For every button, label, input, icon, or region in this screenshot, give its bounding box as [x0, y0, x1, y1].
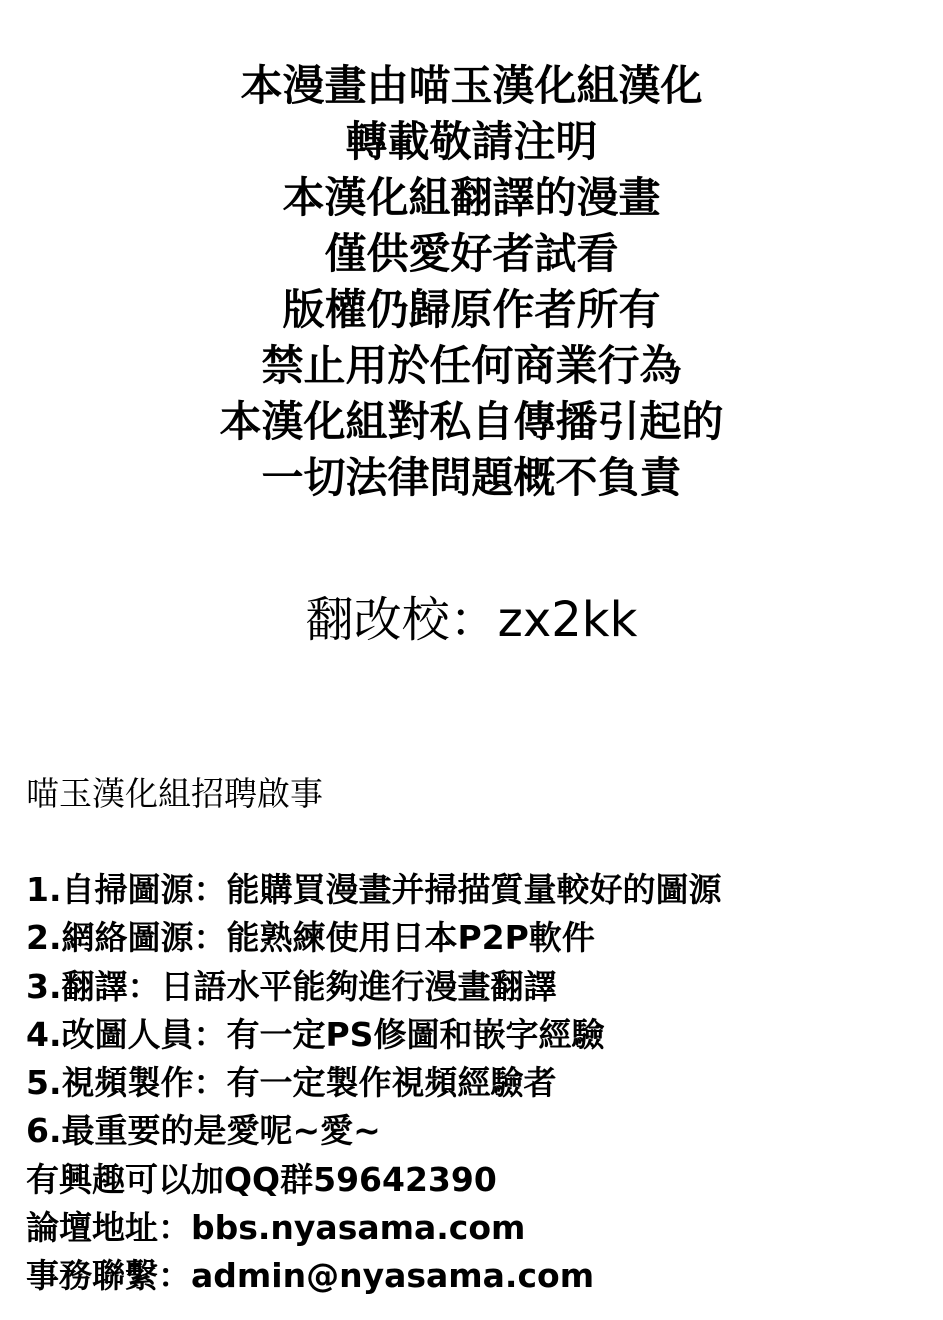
recruitment-list — [26, 866, 926, 1301]
recruitment-item: 4.改圖人員：有一定PS修圖和嵌字經驗 — [26, 1014, 605, 1054]
recruitment-item: 1.自掃圖源：能購買漫畫并掃描質量較好的圖源 — [26, 870, 722, 909]
qq-group-info: 有興趣可以加QQ群59642390 — [26, 1159, 497, 1199]
notice-line: 本漢化組對私自傳播引起的 — [219, 397, 724, 446]
recruitment-item: 6.最重要的是愛呢~愛~ — [26, 1111, 381, 1151]
recruitment-item: 3.翻譯：日語水平能夠進行漫畫翻譯 — [26, 966, 557, 1006]
forum-address: 論壇地址：bbs.nyasama.com — [26, 1208, 526, 1248]
translator-credit: 翻改校：zx2kk — [305, 592, 638, 648]
recruitment-item: 5.視頻製作：有一定製作視頻經驗者 — [26, 1063, 557, 1103]
recruitment-section — [26, 770, 926, 1301]
scanlation-notice — [0, 58, 943, 506]
recruitment-title: 喵玉漢化組招聘啟事 — [26, 774, 323, 813]
recruitment-item: 2.網絡圖源：能熟練使用日本P2P軟件 — [26, 918, 595, 958]
notice-line: 版權仍歸原作者所有 — [282, 285, 661, 334]
notice-line: 禁止用於任何商業行為 — [261, 341, 682, 390]
notice-line: 本漢化組翻譯的漫畫 — [282, 173, 661, 222]
notice-line: 一切法律問題概不負責 — [261, 453, 682, 502]
notice-line: 轉載敬請注明 — [345, 117, 598, 166]
contact-email: 事務聯繫：admin@nyasama.com — [26, 1256, 595, 1296]
notice-line: 本漫畫由喵玉漢化組漢化 — [240, 61, 703, 110]
notice-line: 僅供愛好者試看 — [324, 229, 619, 278]
